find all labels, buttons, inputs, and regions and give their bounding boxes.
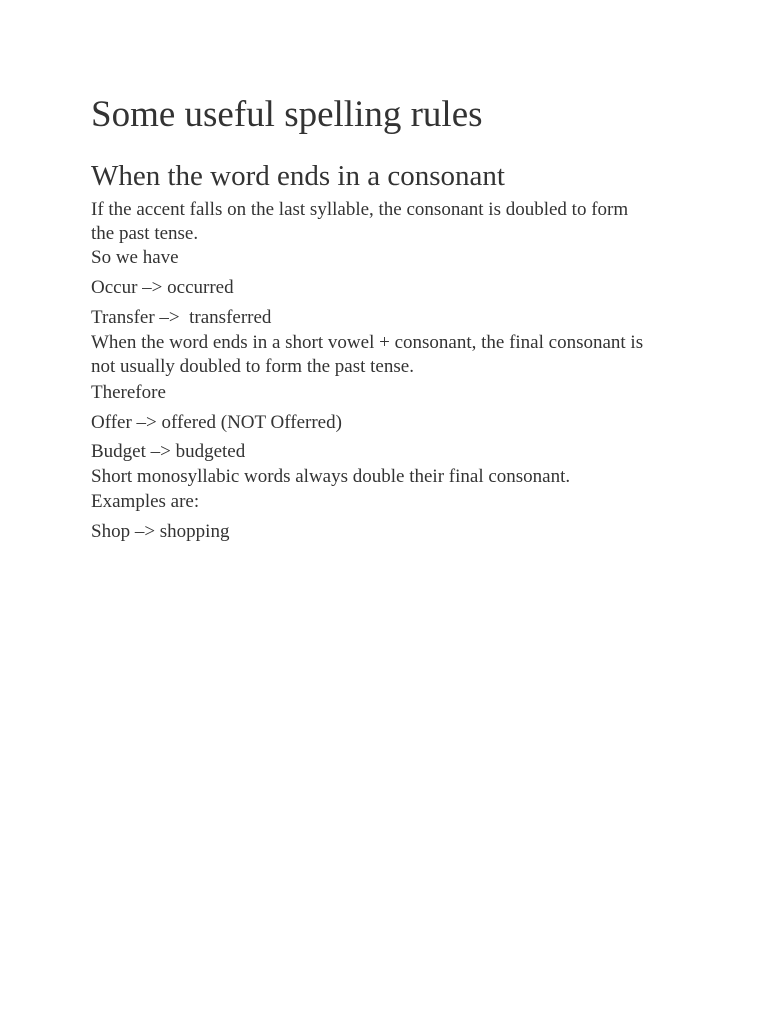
rule-text-line: When the word ends in a short vowel + consonant, the final consonant is — [91, 332, 644, 353]
page-title: Some useful spelling rules — [91, 94, 483, 135]
rule-text-line: the past tense. — [91, 223, 199, 244]
example-line: Shop –> shopping — [91, 521, 230, 542]
section-heading: When the word ends in a consonant — [91, 160, 505, 192]
example-line: Occur –> occurred — [91, 277, 234, 298]
intro-text-line: Therefore — [91, 382, 166, 403]
example-line: Budget –> budgeted — [91, 441, 246, 462]
example-line: Offer –> offered (NOT Offerred) — [91, 412, 342, 433]
intro-text-line: So we have — [91, 247, 179, 268]
intro-text-line: Examples are: — [91, 491, 200, 512]
example-line: Transfer –> transferred — [91, 307, 272, 328]
rule-text-line: If the accent falls on the last syllable, the consonant is doubled to form — [91, 199, 629, 220]
rule-text-line: Short monosyllabic words always double their final consonant. — [91, 466, 571, 487]
rule-text-line: not usually doubled to form the past tense. — [91, 356, 414, 377]
